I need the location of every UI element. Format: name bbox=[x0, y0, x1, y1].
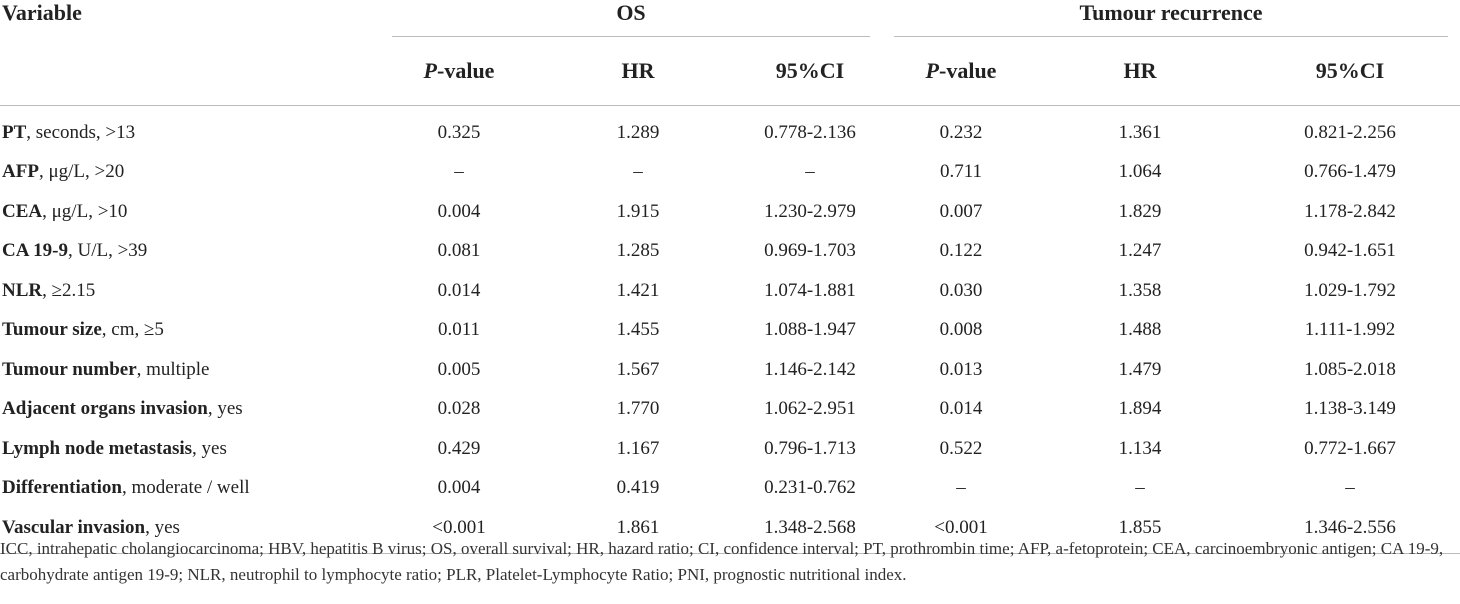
variable-detail: , multiple bbox=[136, 358, 210, 380]
column-header-text: -value bbox=[939, 58, 997, 83]
value-cell: 0.005 bbox=[437, 358, 481, 380]
column-header-text: HR bbox=[621, 58, 655, 83]
value-cell: – bbox=[805, 161, 815, 183]
column-header-4 bbox=[1040, 37, 1240, 106]
variable-cell bbox=[0, 350, 380, 390]
variable-detail: , moderate / well bbox=[121, 477, 250, 499]
variable-cell bbox=[0, 192, 380, 232]
value-cell: 1.074-1.881 bbox=[764, 279, 856, 301]
variable-name: Differentiation bbox=[2, 477, 122, 499]
value-cell: 1.488 bbox=[1118, 319, 1162, 341]
value-cell: 0.011 bbox=[437, 319, 481, 341]
table-row bbox=[0, 232, 1460, 272]
variable-name: Lymph node metastasis bbox=[2, 437, 193, 459]
variable-cell bbox=[0, 429, 380, 469]
value-cell: 0.942-1.651 bbox=[1304, 240, 1396, 262]
value-cell: 1.289 bbox=[616, 121, 660, 143]
value-cell: 1.138-3.149 bbox=[1304, 398, 1396, 420]
table-row bbox=[0, 429, 1460, 469]
table-row bbox=[0, 192, 1460, 232]
value-cell: 1.178-2.842 bbox=[1304, 200, 1396, 222]
value-cell: 0.772-1.667 bbox=[1304, 437, 1396, 459]
value-cell: 0.821-2.256 bbox=[1304, 121, 1396, 143]
table-footnote: ICC, intrahepatic cholangiocarcinoma; HBV, hepatitis B virus; OS, overall survival; HR, hazard ratio; CI, confidence interval; PT, prothrombin time; AFP, a-fetoprotein; CEA, carcinoembryonic antigen; CA 19-9, carbohydrate antigen 19-9; NLR, neutrophil to lymphocyte ratio; PLR, Platelet-Lymphocyte Ratio; PNI, prognostic nutritional index. bbox=[0, 539, 1444, 584]
value-cell: 0.711 bbox=[939, 161, 983, 183]
value-cell: 0.429 bbox=[437, 437, 481, 459]
value-cell: 1.915 bbox=[616, 200, 660, 222]
variable-column-spacer bbox=[0, 37, 380, 106]
value-cell: – bbox=[633, 161, 643, 183]
variable-name: CEA bbox=[2, 200, 43, 222]
variable-detail: , ≥2.15 bbox=[42, 279, 96, 301]
column-header-2 bbox=[738, 37, 882, 106]
value-cell: 1.567 bbox=[616, 358, 660, 380]
column-header-italic: P bbox=[925, 58, 939, 83]
variable-detail: , yes bbox=[192, 437, 227, 459]
variable-cell bbox=[0, 232, 380, 272]
variable-detail: , seconds, >13 bbox=[26, 121, 136, 143]
variable-column-header: Variable bbox=[2, 0, 82, 25]
value-cell: 1.085-2.018 bbox=[1304, 358, 1396, 380]
variable-name: AFP bbox=[2, 161, 39, 183]
recurrence-group-rule bbox=[894, 36, 1448, 37]
table-row bbox=[0, 469, 1460, 509]
value-cell: 0.081 bbox=[437, 240, 481, 262]
value-cell: 1.064 bbox=[1118, 161, 1162, 183]
value-cell: 1.894 bbox=[1118, 398, 1162, 420]
value-cell: 0.231-0.762 bbox=[764, 477, 856, 499]
value-cell: 1.230-2.979 bbox=[764, 200, 856, 222]
value-cell: 0.232 bbox=[939, 121, 983, 143]
variable-name: Tumour size bbox=[2, 319, 102, 341]
value-cell: 1.088-1.947 bbox=[764, 319, 856, 341]
table-row bbox=[0, 106, 1460, 153]
variable-name: Adjacent organs invasion bbox=[2, 398, 208, 420]
variable-name: NLR bbox=[2, 279, 43, 301]
column-header-text: HR bbox=[1123, 58, 1157, 83]
table-row bbox=[0, 271, 1460, 311]
value-cell: 0.004 bbox=[437, 477, 481, 499]
variable-cell bbox=[0, 311, 380, 351]
value-cell: 1.348-2.568 bbox=[738, 508, 882, 553]
table-group-header-row bbox=[0, 0, 1460, 37]
os-group-header bbox=[380, 0, 882, 37]
column-header-5 bbox=[1240, 37, 1460, 106]
os-group-rule bbox=[392, 36, 870, 37]
variable-detail: , yes bbox=[145, 516, 180, 538]
value-cell: 0.766-1.479 bbox=[1304, 161, 1396, 183]
variable-detail: , μg/L, >10 bbox=[42, 200, 128, 222]
column-header-1 bbox=[538, 37, 738, 106]
variable-name: Vascular invasion bbox=[2, 516, 146, 538]
variable-cell bbox=[0, 271, 380, 311]
value-cell: 1.346-2.556 bbox=[1240, 508, 1460, 553]
value-cell: 0.325 bbox=[437, 121, 481, 143]
table-row bbox=[0, 350, 1460, 390]
variable-cell bbox=[0, 106, 380, 153]
value-cell: 1.247 bbox=[1118, 240, 1162, 262]
variable-name: PT bbox=[2, 121, 27, 143]
value-cell: 0.419 bbox=[616, 477, 660, 499]
value-cell: 0.969-1.703 bbox=[764, 240, 856, 262]
recurrence-group-header bbox=[882, 0, 1460, 37]
value-cell: 0.014 bbox=[939, 398, 983, 420]
value-cell: 1.361 bbox=[1118, 121, 1162, 143]
table-row bbox=[0, 390, 1460, 430]
variable-detail: , yes bbox=[207, 398, 243, 420]
table-row bbox=[0, 153, 1460, 193]
table-body bbox=[0, 106, 1460, 554]
variable-name: CA 19-9 bbox=[2, 240, 68, 262]
column-header-text: -value bbox=[437, 58, 495, 83]
column-header-0 bbox=[380, 37, 538, 106]
value-cell: 1.770 bbox=[616, 398, 660, 420]
value-cell: 1.285 bbox=[616, 240, 660, 262]
value-cell: 1.146-2.142 bbox=[764, 358, 856, 380]
column-header-italic: P bbox=[423, 58, 437, 83]
value-cell: – bbox=[1135, 477, 1145, 499]
value-cell: 1.855 bbox=[1040, 508, 1240, 553]
value-cell: 0.778-2.136 bbox=[764, 121, 856, 143]
value-cell: 0.028 bbox=[437, 398, 481, 420]
value-cell: 0.030 bbox=[939, 279, 983, 301]
value-cell: 0.004 bbox=[437, 200, 481, 222]
variable-name: Tumour number bbox=[2, 358, 137, 380]
value-cell: 1.421 bbox=[616, 279, 660, 301]
value-cell: – bbox=[1345, 477, 1355, 499]
value-cell: 1.479 bbox=[1118, 358, 1162, 380]
value-cell: 0.796-1.713 bbox=[764, 437, 856, 459]
value-cell: 1.029-1.792 bbox=[1304, 279, 1396, 301]
value-cell: 1.358 bbox=[1118, 279, 1162, 301]
value-cell: 1.829 bbox=[1118, 200, 1162, 222]
recurrence-group-label: Tumour recurrence bbox=[1079, 0, 1263, 25]
column-header-text: 95%CI bbox=[775, 58, 845, 83]
table-row bbox=[0, 311, 1460, 351]
value-cell: 0.013 bbox=[939, 358, 983, 380]
value-cell: 0.014 bbox=[437, 279, 481, 301]
value-cell: – bbox=[454, 161, 464, 183]
value-cell: 1.062-2.951 bbox=[764, 398, 856, 420]
variable-detail: , μg/L, >20 bbox=[38, 161, 125, 183]
variable-detail: , cm, ≥5 bbox=[101, 319, 164, 341]
value-cell: <0.001 bbox=[882, 508, 1040, 553]
value-cell: 1.111-1.992 bbox=[1304, 319, 1396, 341]
variable-cell bbox=[0, 390, 380, 430]
variable-detail: , U/L, >39 bbox=[67, 240, 148, 262]
os-group-label: OS bbox=[616, 0, 646, 25]
value-cell: 0.122 bbox=[939, 240, 983, 262]
value-cell: <0.001 bbox=[380, 508, 538, 553]
value-cell: 1.861 bbox=[538, 508, 738, 553]
table-subheader-row bbox=[0, 37, 1460, 106]
variable-cell bbox=[0, 469, 380, 509]
value-cell: 0.007 bbox=[939, 200, 983, 222]
value-cell: 1.167 bbox=[616, 437, 660, 459]
value-cell: 0.522 bbox=[939, 437, 983, 459]
value-cell: – bbox=[956, 477, 966, 499]
value-cell: 1.455 bbox=[616, 319, 660, 341]
value-cell: 1.134 bbox=[1118, 437, 1162, 459]
column-header-3 bbox=[882, 37, 1040, 106]
variable-cell bbox=[0, 153, 380, 193]
value-cell: 0.008 bbox=[939, 319, 983, 341]
column-header-text: 95%CI bbox=[1315, 58, 1385, 83]
